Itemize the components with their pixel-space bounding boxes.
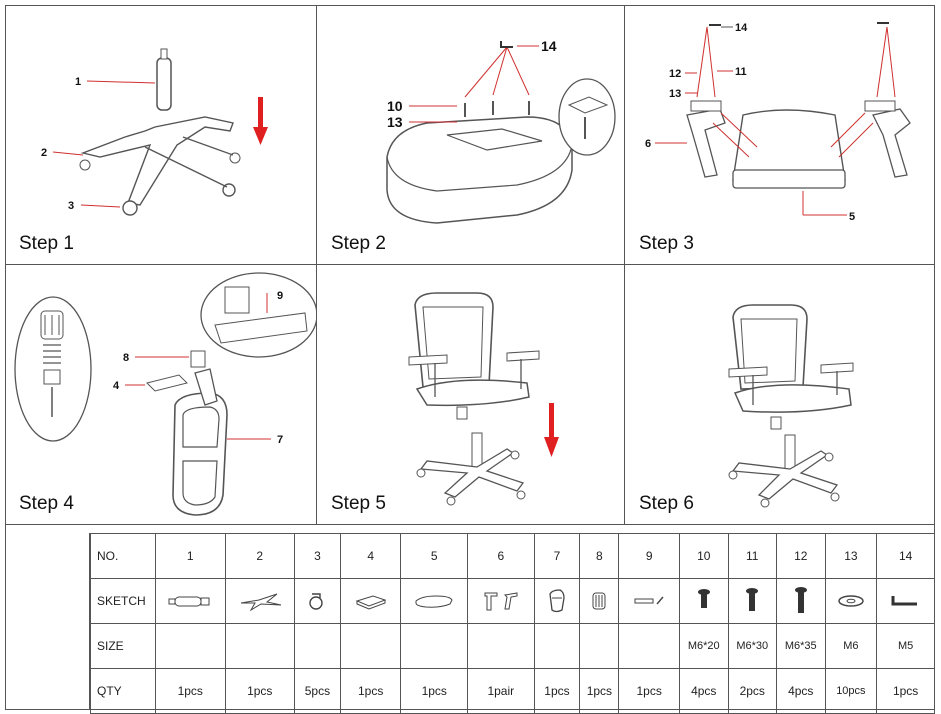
part-qty: 1pcs bbox=[877, 669, 935, 714]
part-size bbox=[468, 624, 535, 669]
part-no: 9 bbox=[619, 534, 680, 579]
part-qty: 1pcs bbox=[580, 669, 619, 714]
callout-6: 6 bbox=[645, 138, 652, 150]
part-qty: 10pcs bbox=[825, 669, 877, 714]
step-4-illustration bbox=[5, 265, 317, 525]
step-3-label: Step 3 bbox=[639, 233, 694, 254]
step-5-label: Step 5 bbox=[331, 493, 386, 514]
parts-row-no bbox=[91, 534, 935, 579]
part-size: M5 bbox=[877, 624, 935, 669]
row-header-sketch: SKETCH bbox=[91, 579, 156, 624]
callout-8: 8 bbox=[123, 352, 130, 364]
caster-icon bbox=[295, 579, 341, 624]
screw-short-icon bbox=[680, 579, 729, 624]
part-size: M6*35 bbox=[777, 624, 826, 669]
step-2-illustration bbox=[317, 5, 625, 265]
part-no: 10 bbox=[680, 534, 729, 579]
callout-14: 14 bbox=[541, 38, 557, 54]
screw-medium-icon bbox=[728, 579, 777, 624]
part-no: 1 bbox=[156, 534, 226, 579]
down-arrow-icon bbox=[549, 403, 554, 437]
step-2-panel bbox=[317, 5, 625, 265]
part-size: M6*30 bbox=[728, 624, 777, 669]
part-no: 8 bbox=[580, 534, 619, 579]
parts-table-blank bbox=[5, 533, 90, 710]
part-no: 14 bbox=[877, 534, 935, 579]
part-size bbox=[534, 624, 580, 669]
part-no: 3 bbox=[295, 534, 341, 579]
step-1-panel bbox=[5, 5, 317, 265]
part-size bbox=[580, 624, 619, 669]
part-size bbox=[401, 624, 468, 669]
part-size bbox=[619, 624, 680, 669]
allen-key-icon bbox=[877, 579, 935, 624]
part-qty: 4pcs bbox=[777, 669, 826, 714]
parts-row-size bbox=[91, 624, 935, 669]
part-qty: 1pcs bbox=[619, 669, 680, 714]
callout-2: 2 bbox=[41, 147, 48, 159]
knob-icon bbox=[580, 579, 619, 624]
part-no: 7 bbox=[534, 534, 580, 579]
part-no: 2 bbox=[225, 534, 295, 579]
step-1-label: Step 1 bbox=[19, 233, 74, 254]
row-header-no: NO. bbox=[91, 534, 156, 579]
part-qty: 1pcs bbox=[225, 669, 295, 714]
bolt-pin-icon bbox=[619, 579, 680, 624]
callout-10: 10 bbox=[387, 98, 403, 114]
row-header-qty: QTY bbox=[91, 669, 156, 714]
part-size bbox=[225, 624, 295, 669]
down-arrow-icon bbox=[258, 97, 263, 127]
part-no: 5 bbox=[401, 534, 468, 579]
part-qty: 1pcs bbox=[156, 669, 226, 714]
step-6-label: Step 6 bbox=[639, 493, 694, 514]
callout-4: 4 bbox=[113, 380, 120, 392]
part-qty: 5pcs bbox=[295, 669, 341, 714]
step-6-illustration bbox=[625, 265, 935, 525]
parts-row-qty bbox=[91, 669, 935, 714]
callout-13: 13 bbox=[387, 114, 403, 130]
part-size bbox=[295, 624, 341, 669]
step-5-illustration bbox=[317, 265, 625, 525]
row-header-size: SIZE bbox=[91, 624, 156, 669]
part-qty: 1pcs bbox=[534, 669, 580, 714]
part-size: M6 bbox=[825, 624, 877, 669]
part-size: M6*20 bbox=[680, 624, 729, 669]
part-qty: 4pcs bbox=[680, 669, 729, 714]
part-no: 6 bbox=[468, 534, 535, 579]
parts-row-sketch bbox=[91, 579, 935, 624]
seat-icon bbox=[401, 579, 468, 624]
parts-table bbox=[90, 533, 935, 714]
part-qty: 1pcs bbox=[401, 669, 468, 714]
steps-grid bbox=[5, 5, 935, 525]
step-5-panel bbox=[317, 265, 625, 525]
step-2-label: Step 2 bbox=[331, 233, 386, 254]
step-6-panel bbox=[625, 265, 935, 525]
callout-11: 11 bbox=[735, 66, 747, 78]
mechanism-icon bbox=[340, 579, 401, 624]
part-no: 13 bbox=[825, 534, 877, 579]
callout-1: 1 bbox=[75, 76, 82, 88]
gas-lift-icon bbox=[156, 579, 226, 624]
callout-3: 3 bbox=[68, 200, 75, 212]
part-no: 4 bbox=[340, 534, 401, 579]
callout-5: 5 bbox=[849, 211, 856, 223]
washer-icon bbox=[825, 579, 877, 624]
callout-7: 7 bbox=[277, 434, 284, 446]
star-base-icon bbox=[225, 579, 295, 624]
callout-14: 14 bbox=[735, 22, 748, 34]
step-3-panel bbox=[625, 5, 935, 265]
part-qty: 2pcs bbox=[728, 669, 777, 714]
part-no: 11 bbox=[728, 534, 777, 579]
armrest-icon bbox=[468, 579, 535, 624]
part-no: 12 bbox=[777, 534, 826, 579]
step-3-illustration bbox=[625, 5, 935, 265]
callout-12: 12 bbox=[669, 68, 682, 80]
screw-long-icon bbox=[777, 579, 826, 624]
step-4-label: Step 4 bbox=[19, 493, 74, 514]
backrest-icon bbox=[534, 579, 580, 624]
callout-9: 9 bbox=[277, 290, 284, 302]
part-size bbox=[340, 624, 401, 669]
part-qty: 1pcs bbox=[340, 669, 401, 714]
callout-13: 13 bbox=[669, 88, 682, 100]
step-4-panel bbox=[5, 265, 317, 525]
part-size bbox=[156, 624, 226, 669]
step-1-illustration bbox=[5, 5, 317, 265]
part-qty: 1pair bbox=[468, 669, 535, 714]
